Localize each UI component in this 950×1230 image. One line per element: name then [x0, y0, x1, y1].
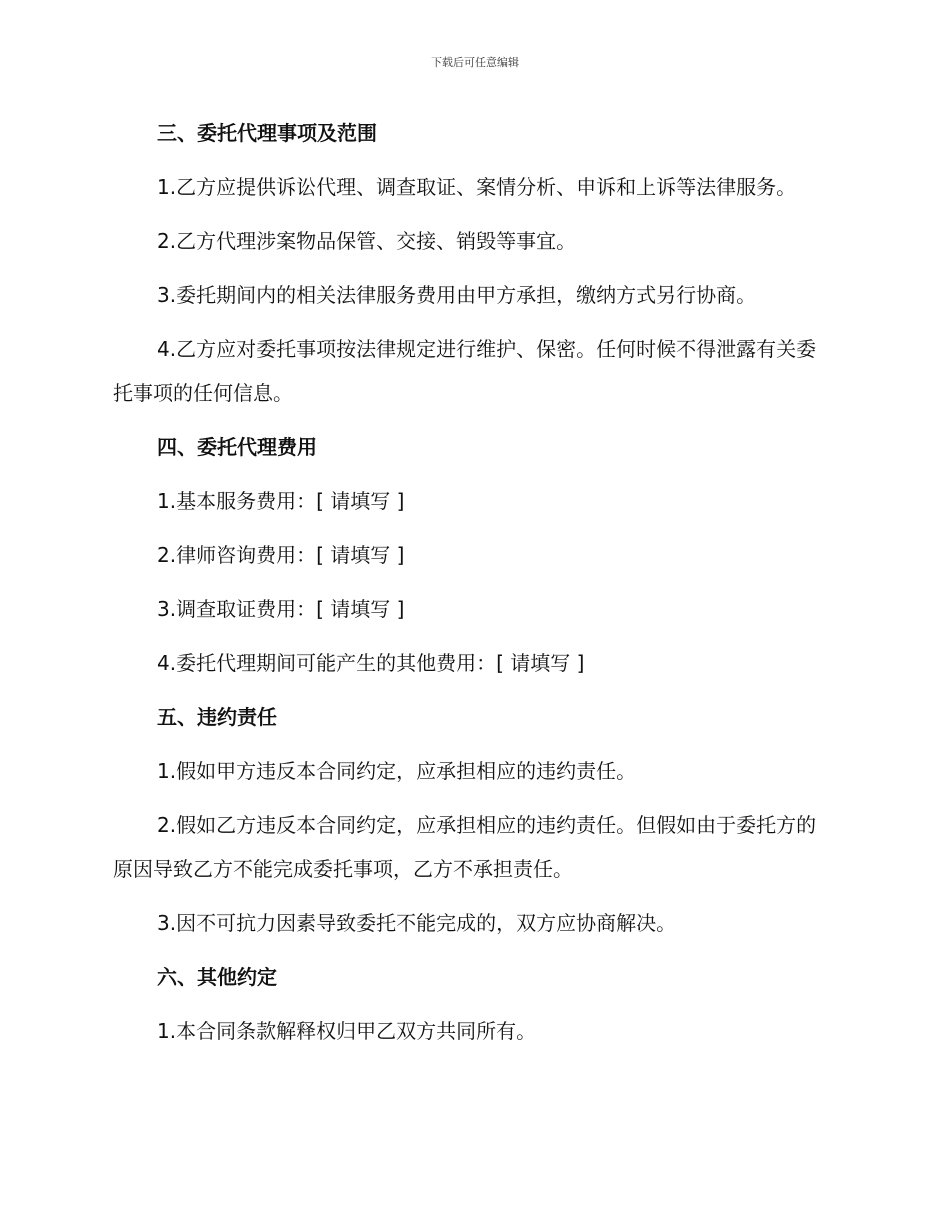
header-note: 下载后可任意编辑 — [431, 56, 519, 69]
clause-paragraph: 1.假如甲方违反本合同约定，应承担相应的违约责任。 — [157, 759, 637, 783]
clause-paragraph: 4.乙方应对委托事项按法律规定进行维护、保密。任何时候不得泄露有关委托事项的任何信息。 — [113, 337, 817, 405]
section-heading: 三、委托代理事项及范围 — [157, 121, 377, 145]
section-heading: 五、违约责任 — [157, 705, 277, 729]
section-heading: 六、其他约定 — [157, 965, 277, 989]
document-body — [113, 111, 833, 1063]
section-heading: 四、委托代理费用 — [157, 435, 317, 459]
clause-paragraph: 3.委托期间内的相关法律服务费用由甲方承担，缴纳方式另行协商。 — [157, 283, 757, 307]
clause-paragraph: 3.调查取证费用：[ 请填写 ] — [157, 597, 405, 621]
clause-paragraph: 2.假如乙方违反本合同约定，应承担相应的违约责任。但假如由于委托方的原因导致乙方不能完成委托事项，乙方不承担责任。 — [113, 813, 817, 881]
clause-paragraph: 1.乙方应提供诉讼代理、调查取证、案情分析、申诉和上诉等法律服务。 — [157, 175, 797, 199]
clause-paragraph: 1.本合同条款解释权归甲乙双方共同所有。 — [157, 1019, 537, 1043]
clause-paragraph: 2.乙方代理涉案物品保管、交接、销毁等事宜。 — [157, 229, 577, 253]
clause-paragraph: 3.因不可抗力因素导致委托不能完成的，双方应协商解决。 — [157, 911, 677, 935]
clause-paragraph: 1.基本服务费用：[ 请填写 ] — [157, 489, 405, 513]
clause-paragraph: 2.律师咨询费用：[ 请填写 ] — [157, 543, 405, 567]
clause-paragraph: 4.委托代理期间可能产生的其他费用：[ 请填写 ] — [157, 651, 585, 675]
